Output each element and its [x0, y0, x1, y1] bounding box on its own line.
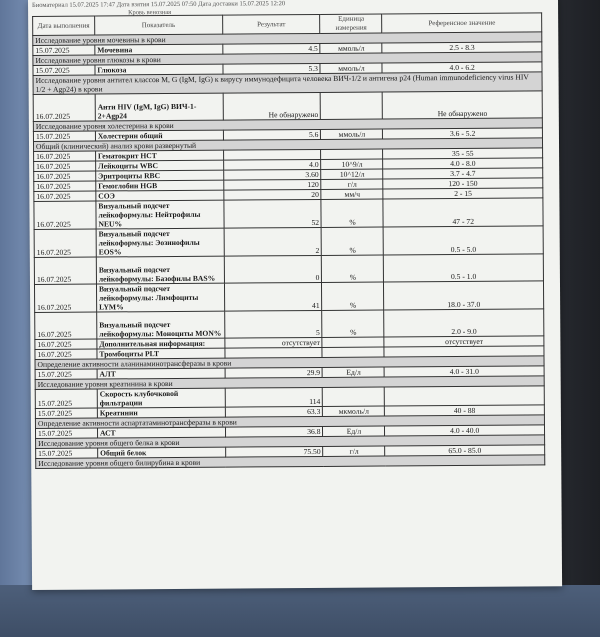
cell-ref: 35 - 55: [383, 148, 543, 159]
cell-unit: %: [322, 282, 384, 310]
cell-date: 16.07.2025: [34, 171, 96, 181]
table-row: [34, 281, 543, 313]
results-table: [32, 12, 545, 469]
cell-date: 16.07.2025: [33, 94, 95, 121]
cell-result: 0: [224, 255, 322, 283]
cell-unit: [321, 149, 383, 159]
cell-result: 4.0: [223, 159, 321, 170]
cell-date: 15.07.2025: [33, 131, 95, 141]
cell-ref: 47 - 72: [383, 198, 543, 227]
cell-unit: [323, 387, 385, 406]
cell-date: 16.07.2025: [35, 312, 97, 339]
cell-unit: [322, 347, 384, 357]
cell-name: АЛТ: [97, 368, 225, 379]
table-row: [35, 309, 544, 340]
cell-unit: [321, 92, 383, 119]
table-row: [33, 91, 542, 122]
cell-name: Гематокрит HCT: [95, 150, 223, 161]
section-title: Исследование уровня креатинина в крови: [35, 376, 544, 390]
cell-date: 15.07.2025: [35, 408, 97, 418]
cell-result: 2: [224, 227, 322, 256]
cell-ref: 4.0 - 31.0: [384, 366, 544, 377]
cell-ref: 2.5 - 8.3: [382, 42, 542, 53]
lab-report-sheet: [28, 0, 562, 590]
cell-unit: мкмоль/л: [323, 406, 385, 416]
cell-unit: г/л: [323, 446, 385, 456]
cell-unit: 10^12/л: [321, 169, 383, 179]
cell-unit: ммоль/л: [320, 63, 382, 73]
cell-ref: 4.0 - 40.0: [385, 425, 545, 436]
cell-date: 16.07.2025: [34, 191, 96, 201]
cell-date: 15.07.2025: [35, 389, 97, 408]
results-table-body: [33, 13, 545, 469]
section-title: Исследование уровня холестерина в крови: [33, 118, 542, 132]
cell-unit: мм/ч: [321, 189, 383, 199]
cell-unit: 10^9/л: [321, 159, 383, 169]
cell-name: Визуальный подсчет лейкоформулы: Лимфоциты LYM%: [96, 283, 224, 312]
cell-name: АСТ: [97, 427, 225, 438]
cell-ref: 2.0 - 9.0: [384, 309, 544, 337]
cell-name: Анти HIV (IgM, IgG) ВИЧ-1-2+Agp24: [95, 93, 223, 121]
cell-date: 16.07.2025: [35, 339, 97, 349]
table-row: [34, 226, 543, 258]
cell-ref: 0.5 - 5.0: [383, 226, 543, 255]
cell-result: [225, 347, 323, 358]
cell-result: 63.3: [225, 406, 323, 417]
cell-result: 4.5: [223, 43, 321, 54]
cell-date: 16.07.2025: [34, 151, 96, 161]
background-bottom: [0, 585, 600, 637]
cell-name: Эритроциты RBC: [96, 170, 224, 181]
section-title: Исследование уровня общего белка в крови: [36, 435, 545, 449]
cell-date: 16.07.2025: [34, 201, 96, 229]
cell-name: Общий белок: [98, 447, 226, 458]
cell-result: 52: [224, 199, 322, 228]
cell-name: Дополнительная информация:: [97, 338, 225, 349]
cell-name: Тромбоциты PLT: [97, 348, 225, 359]
cell-result: 5.6: [223, 129, 321, 140]
cell-name: Креатинин: [97, 407, 225, 418]
cell-ref: 0.5 - 1.0: [384, 254, 544, 282]
cell-ref: 120 - 150: [383, 178, 543, 189]
cell-unit: Ед/л: [323, 426, 385, 436]
cell-ref: [385, 386, 545, 406]
report-header-line: Биоматериал 15.07.2025 17:47 Дата взятия 15.07.2025 07:50 Дата доставки 15.07.2025 12:20: [32, 0, 286, 9]
section-title: Исследование уровня антител классов M, G (IgM, IgG) к вирусу иммунодефицита человека ВИЧ-1/2 и антигена p24 (Human immunodeficiency virus HIV 1/2 + Agp24) в крови: [33, 72, 542, 95]
cell-name: Лейкоциты WBC: [96, 160, 224, 171]
cell-unit: [322, 337, 384, 347]
cell-name: Мочевина: [95, 44, 223, 55]
cell-ref: 40 - 88: [385, 405, 545, 416]
cell-name: Визуальный подсчет лейкоформулы: Эозинофилы EOS%: [96, 228, 224, 257]
cell-date: 16.07.2025: [34, 181, 96, 191]
cell-unit: %: [322, 310, 384, 337]
cell-name: Визуальный подсчет лейкоформулы: Нейтрофилы NEU%: [96, 200, 224, 229]
col-ref-header: Референсное значение: [382, 13, 542, 33]
cell-date: 15.07.2025: [36, 448, 98, 458]
cell-unit: Ед/л: [323, 367, 385, 377]
cell-result: 41: [224, 282, 322, 311]
section-title: Исследование уровня глюкозы в крови: [33, 52, 542, 66]
cell-date: 16.07.2025: [35, 349, 97, 359]
cell-date: 15.07.2025: [35, 428, 97, 438]
cell-result: 3.60: [223, 169, 321, 180]
cell-ref: 65.0 - 85.0: [385, 445, 545, 456]
cell-ref: 4.0 - 6.2: [382, 62, 542, 73]
cell-result: 5.3: [223, 63, 321, 74]
cell-ref: 3.6 - 5.2: [383, 128, 543, 139]
cell-ref: 18.0 - 37.0: [384, 281, 544, 310]
cell-result: Не обнаружено: [223, 92, 321, 120]
section-title: Исследование уровня общего билирубина в крови: [36, 455, 545, 469]
cell-name: Глюкоза: [95, 64, 223, 75]
section-title: Общий (клинический) анализ крови развернутый: [33, 138, 542, 152]
cell-result: [223, 149, 321, 160]
col-name-header: Показатель: [95, 15, 223, 35]
cell-name: СОЭ: [96, 190, 224, 201]
cell-date: 16.07.2025: [34, 161, 96, 171]
cell-date: 16.07.2025: [34, 257, 96, 284]
cell-result: 114: [225, 387, 323, 407]
cell-unit: г/л: [321, 179, 383, 189]
cell-ref: 4.0 - 8.0: [383, 158, 543, 169]
cell-date: 15.07.2025: [35, 369, 97, 379]
cell-name: Гемоглобин HGB: [96, 180, 224, 191]
col-date-header: Дата выполнения: [33, 16, 95, 35]
biomaterial-label: Кровь венозная: [128, 9, 172, 17]
section-title: Определение активности аланинаминотрансферазы в крови: [35, 356, 544, 370]
cell-result: отсутствует: [225, 337, 323, 348]
section-title: Исследование уровня мочевины в крови: [33, 32, 542, 46]
cell-date: 16.07.2025: [34, 284, 96, 312]
col-result-header: Результат: [222, 14, 320, 34]
cell-name: Визуальный подсчет лейкоформулы: Базофилы BAS%: [96, 256, 224, 284]
cell-unit: %: [322, 255, 384, 282]
cell-result: 120: [223, 179, 321, 190]
cell-name: Визуальный подсчет лейкоформулы: Моноциты MON%: [97, 311, 225, 339]
cell-unit: %: [322, 227, 384, 255]
cell-name: Холестерин общий: [95, 130, 223, 141]
cell-result: 36.8: [225, 426, 323, 437]
cell-result: 20: [224, 189, 322, 200]
cell-unit: %: [321, 199, 383, 227]
cell-date: 16.07.2025: [34, 229, 96, 257]
cell-ref: отсутствует: [384, 336, 544, 347]
cell-result: 5: [224, 310, 322, 338]
table-row: [34, 254, 543, 285]
cell-ref: 3.7 - 4.7: [383, 168, 543, 179]
cell-unit: ммоль/л: [321, 129, 383, 139]
cell-unit: ммоль/л: [320, 43, 382, 53]
cell-ref: Не обнаружено: [383, 91, 543, 119]
cell-result: 75.50: [225, 446, 323, 457]
cell-name: Скорость клубочковой фильтрации: [97, 388, 225, 408]
table-row: [34, 198, 543, 230]
cell-date: 15.07.2025: [33, 65, 95, 75]
section-title: Определение активности аспартатаминотрансферазы в крови: [35, 415, 544, 429]
cell-result: 29.9: [225, 367, 323, 378]
col-unit-header: Единица измерения: [320, 14, 382, 33]
cell-ref: 2 - 15: [383, 188, 543, 199]
cell-date: 15.07.2025: [33, 45, 95, 55]
